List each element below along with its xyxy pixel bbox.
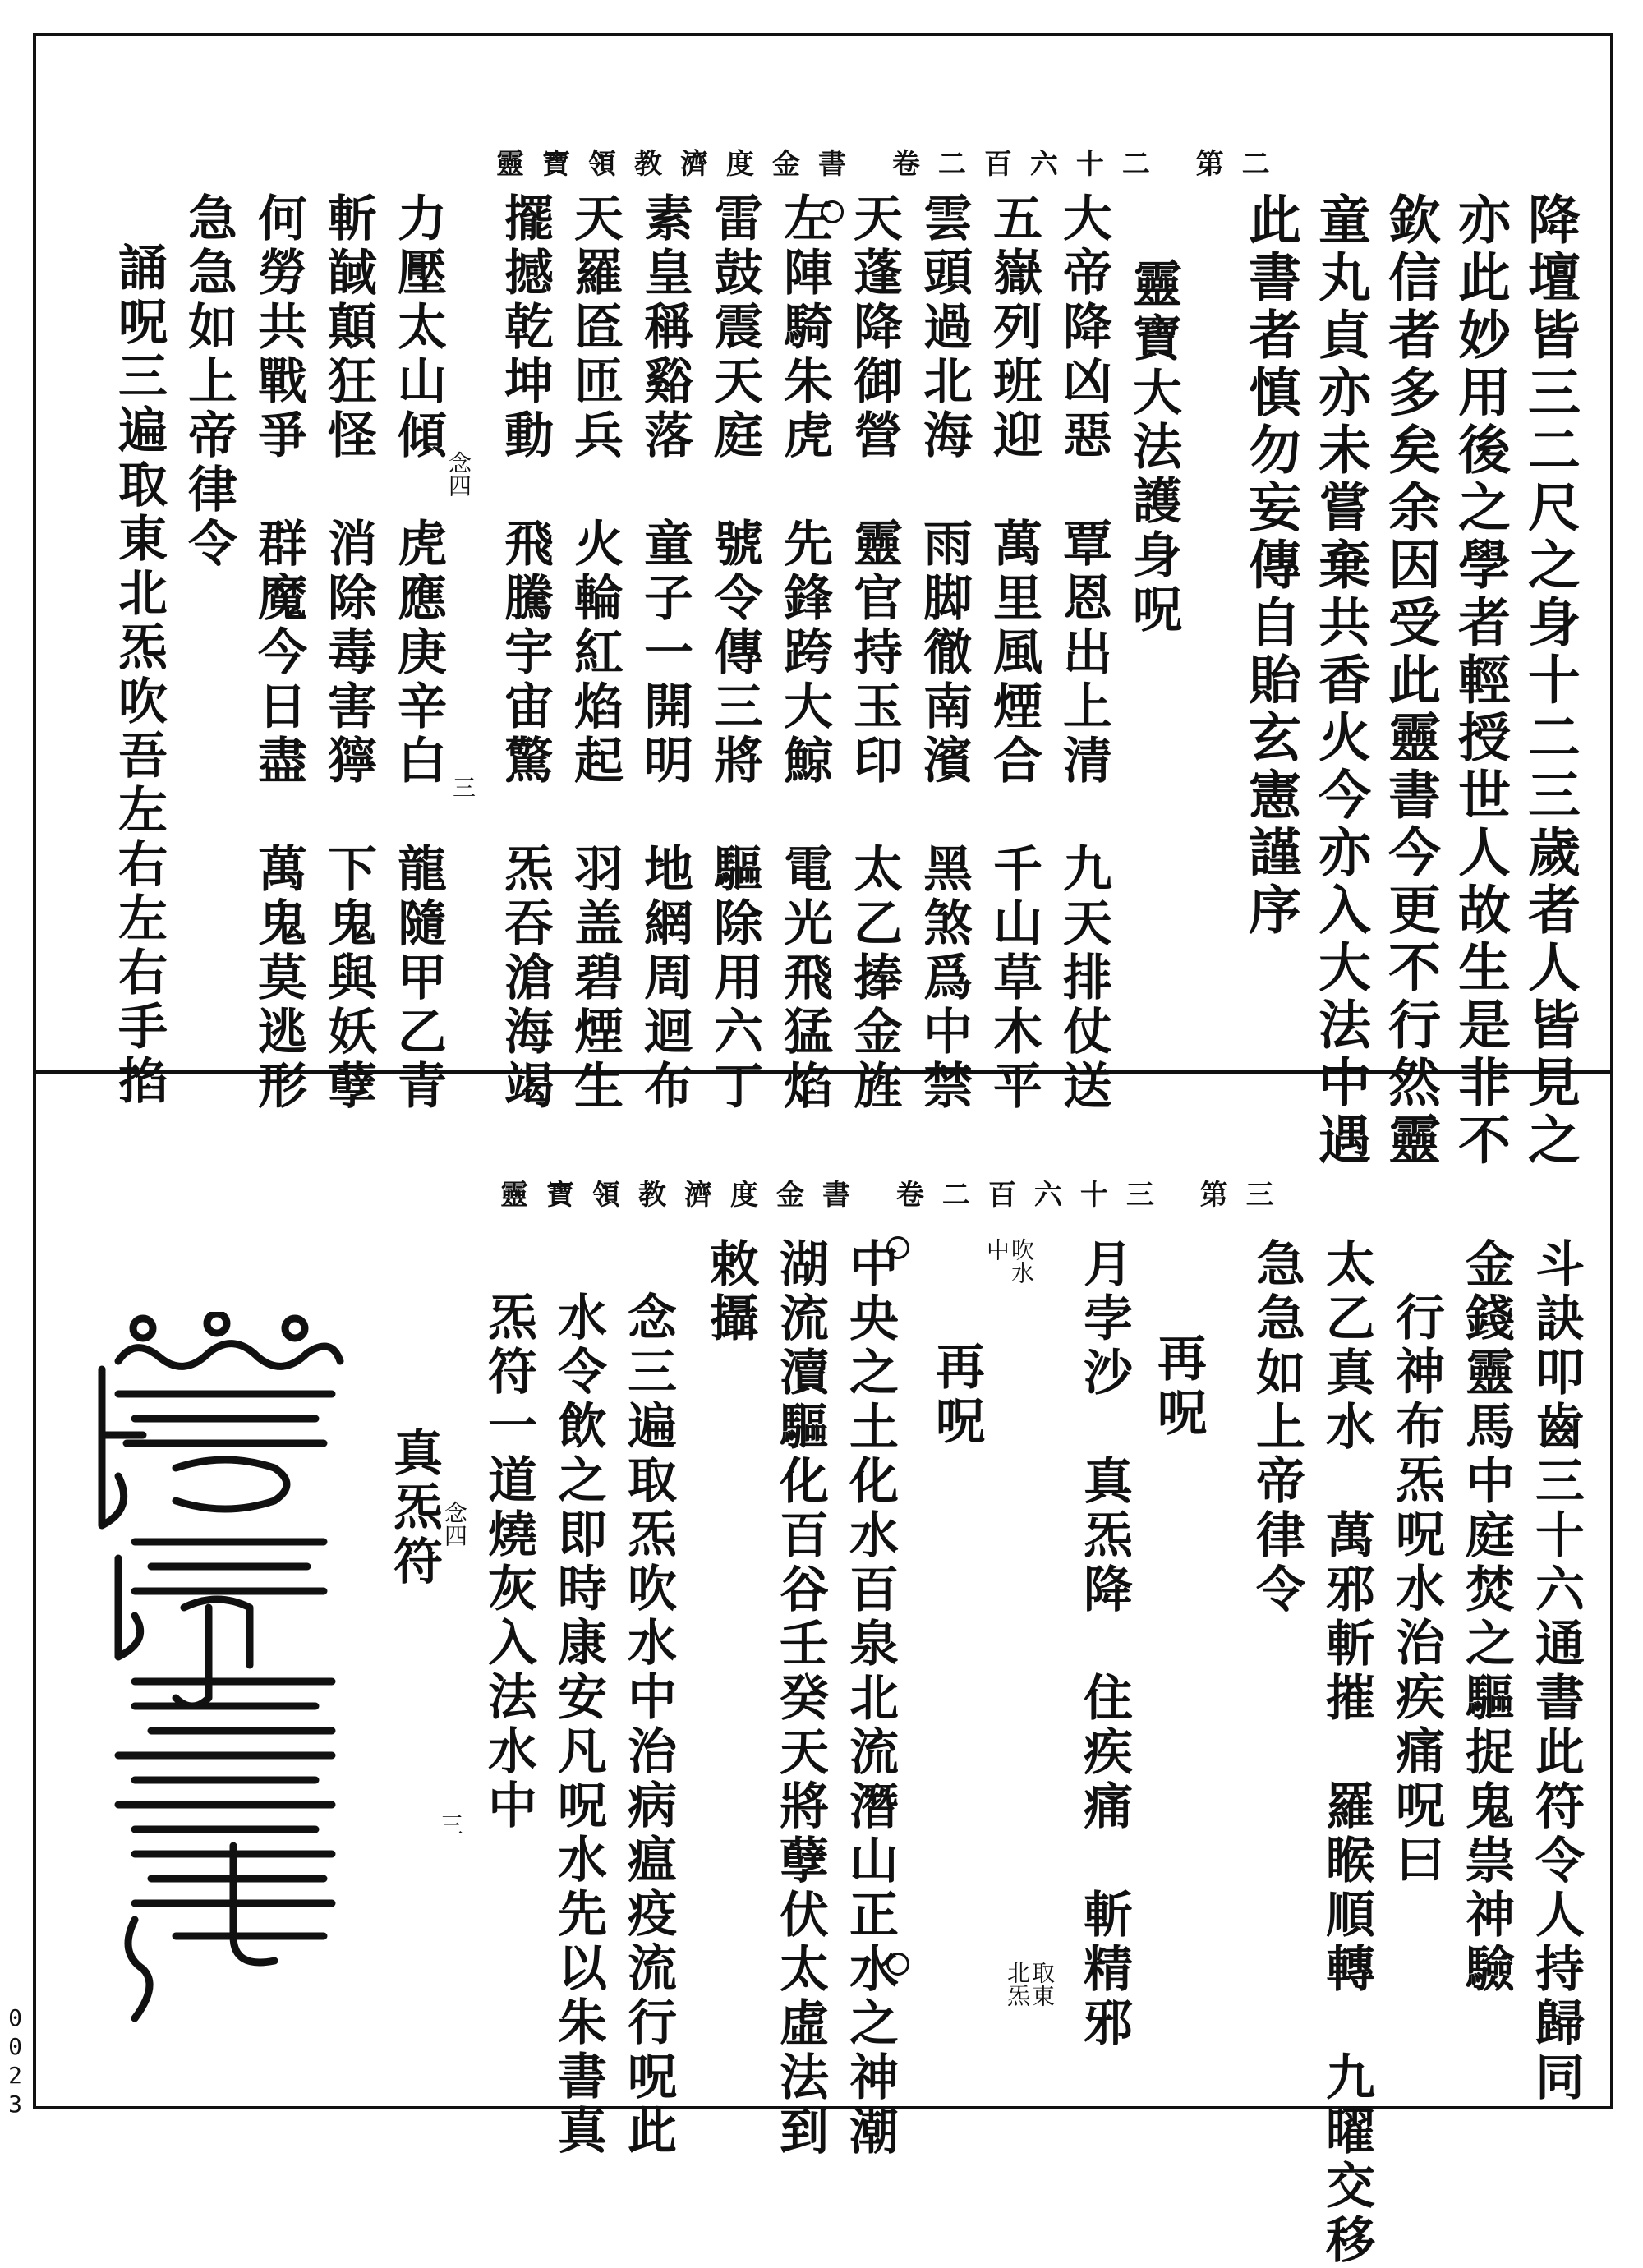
punctuation-circle xyxy=(886,1953,909,1976)
punctuation-circle xyxy=(886,1236,909,1259)
marginal-note: 中 xyxy=(983,1238,1010,1261)
text-column: 降壇皆三二尺之身十二三歲者人皆見之 xyxy=(1519,192,1581,1170)
text-column: 念三遍取炁吹水中治病瘟疫流行呪此 xyxy=(619,1291,677,2159)
marginal-note: 三 xyxy=(437,1813,464,1836)
text-column: 何勞共戰爭 群魔今日盡 萬鬼莫逃形 xyxy=(250,192,307,1114)
text-column: 左陣騎朱虎 先鋒跨大鯨 電光飛猛焰 xyxy=(775,192,833,1114)
punctuation-circle xyxy=(862,973,885,996)
text-column: 行神布炁呪水治疾痛呪曰 xyxy=(1388,1291,1445,1888)
text-column: 中央之土化水百泉北流潛山正水之神潮 xyxy=(841,1238,899,2160)
text-column: 天羅匼匝兵 火輪紅焰起 羽盖碧煙生 xyxy=(566,192,624,1114)
lower-running-header: 靈寶領教濟度金書 卷二百六十三 第三 xyxy=(500,1179,1292,1212)
marginal-note: 念四 xyxy=(441,1501,468,1547)
upper-running-header: 靈寶領教濟度金書 卷二百六十二 第二 xyxy=(496,148,1288,181)
text-column: 天蓬降御營 靈官持玉印 太乙捧金旌 xyxy=(845,192,903,1114)
text-column: 童丸貞亦未嘗棄共香火今亦入大法中遇 xyxy=(1309,192,1371,1170)
text-column: 炁符一道燒灰入法水中 xyxy=(480,1291,537,1833)
text-column: 力壓太山傾 虎應庚辛白 龍隨甲乙青 xyxy=(389,192,447,1114)
text-column: 雷鼓震天庭 號令傳三將 驅除用六丁 xyxy=(706,192,763,1114)
section-title: 再呪 xyxy=(1149,1332,1207,1441)
text-column: 急急如上帝律令 xyxy=(1248,1238,1305,1617)
text-column: 太乙真水 萬邪斬摧 羅睺順轉 九曜交移 xyxy=(1318,1238,1375,2268)
text-column: 水令飲之即時康安凡呪水先以朱書真 xyxy=(550,1291,607,2159)
text-column: 五嶽列班迎 萬里風煙合 千山草木平 xyxy=(985,192,1042,1114)
text-column: 此書者慎勿妄傳自貽玄憲謹序 xyxy=(1240,192,1301,940)
talisman-figure xyxy=(85,1312,357,2035)
text-column: 敕攝 xyxy=(702,1238,759,1346)
upper-page xyxy=(36,36,1610,1170)
text-column: 急急如上帝律令 xyxy=(180,192,237,572)
marginal-note: 取東 xyxy=(1029,1961,1056,2007)
talisman-title: 真炁符 xyxy=(385,1427,443,1589)
marginal-note: 吹水 xyxy=(1008,1238,1035,1284)
lower-page xyxy=(36,1074,1610,2268)
marginal-note: 北炁 xyxy=(1004,1961,1031,2007)
text-column: 月孛沙 真炁降 住疾痛 斬精邪 xyxy=(1075,1238,1133,2051)
text-column: 誦呪三遍取東北炁吹吾左右左右手掐 xyxy=(110,242,168,1109)
marginal-note: 三 xyxy=(449,775,476,798)
text-column: 斗訣叩齒三十六通書此符令人持歸同 xyxy=(1527,1238,1585,2105)
text-column: 斬馘顛狂怪 消除毒害獰 下鬼與妖孽 xyxy=(320,192,377,1114)
text-column: 擺撼乾坤動 飛騰宇宙驚 炁吞滄海竭 xyxy=(496,192,554,1114)
page-number: 0023 xyxy=(2,2004,29,2119)
section-title: 再呪 xyxy=(927,1341,985,1449)
text-column: 金錢靈馬中庭焚之驅捉鬼祟神驗 xyxy=(1457,1238,1515,1997)
text-column: 素皇稱谿落 童子一開明 地網周迴布 xyxy=(636,192,693,1114)
section-title: 靈寶大法護身呪 xyxy=(1125,258,1182,637)
text-column: 亦此妙用後之學者輕授世人故生是非不 xyxy=(1449,192,1511,1170)
punctuation-circle xyxy=(821,200,844,223)
text-column: 湖流瀆驅化百谷壬癸天將孽伏太虛法到 xyxy=(771,1238,829,2160)
text-column: 大帝降凶惡 覃恩出上清 九天排仗送 xyxy=(1055,192,1112,1114)
text-column: 雲頭過北海 雨脚徹南濱 黑煞爲中禁 xyxy=(915,192,973,1114)
text-column: 欽信者多矣余因受此靈書今更不行然靈 xyxy=(1379,192,1441,1170)
marginal-note: 念四 xyxy=(445,451,472,497)
